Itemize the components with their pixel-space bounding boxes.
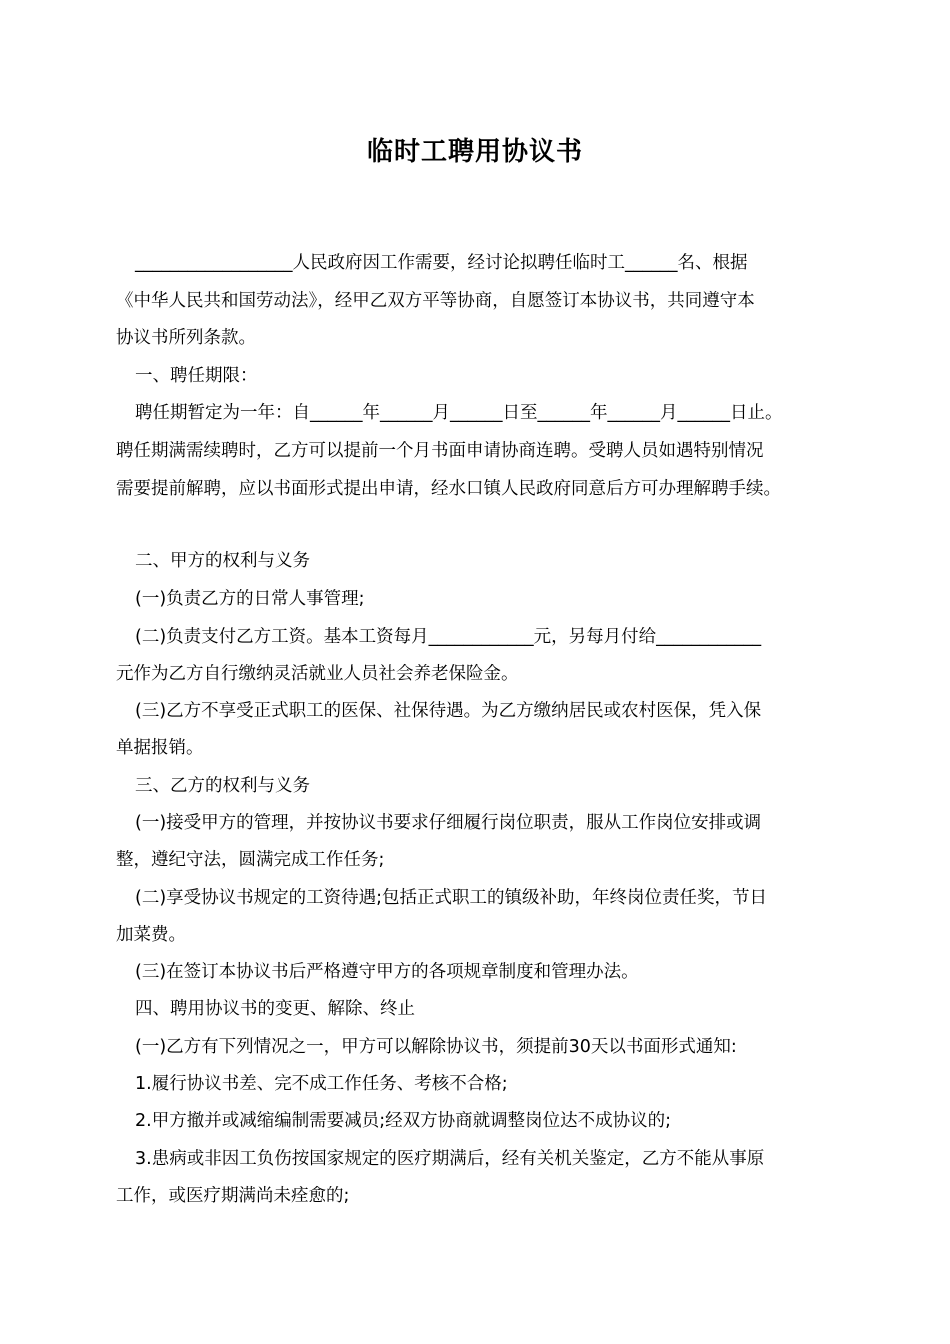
paragraph-line: 聘任期暂定为一年：自______年______月______日至______年______月______日止。 (135, 403, 783, 423)
paragraph-line: 协议书所列条款。 (116, 328, 256, 348)
paragraph-line: 单据报销。 (116, 738, 204, 758)
list-item: 1.履行协议书差、完不成工作任务、考核不合格; (135, 1074, 508, 1094)
paragraph-line: 工作，或医疗期满尚未痊愈的; (116, 1186, 350, 1206)
list-item: (二)享受协议书规定的工资待遇;包括正式职工的镇级补助，年终岗位责任奖，节日 (135, 888, 768, 908)
section-heading: 四、聘用协议书的变更、解除、终止 (135, 999, 415, 1019)
section-heading: 三、乙方的权利与义务 (135, 776, 310, 796)
list-item: 2.甲方撤并或减缩编制需要减员;经双方协商就调整岗位达不成协议的; (135, 1111, 671, 1131)
list-item: (一)乙方有下列情况之一，甲方可以解除协议书，须提前30天以书面形式通知: (135, 1037, 737, 1057)
paragraph-line: 加菜费。 (116, 925, 186, 945)
list-item: 3.患病或非因工负伤按国家规定的医疗期满后，经有关机关鉴定，乙方不能从事原 (135, 1149, 765, 1169)
list-item: (一)负责乙方的日常人事管理; (135, 589, 365, 609)
section-heading: 一、聘任期限： (135, 366, 258, 386)
list-item: (二)负责支付乙方工资。基本工资每月____________元，另每月付给____________ (135, 627, 762, 647)
section-heading: 二、甲方的权利与义务 (135, 551, 310, 571)
paragraph-line: 需要提前解聘，应以书面形式提出申请，经水口镇人民政府同意后方可办理解聘手续。 (116, 479, 781, 499)
paragraph-line: 《中华人民共和国劳动法》，经甲乙双方平等协商，自愿签订本协议书，共同遵守本 (116, 291, 755, 311)
list-item: (三)乙方不享受正式职工的医保、社保待遇。为乙方缴纳居民或农村医保，凭入保 (135, 701, 762, 721)
paragraph-line: __________________人民政府因工作需要，经讨论拟聘任临时工______名、根据 (135, 253, 748, 273)
list-item: (一)接受甲方的管理，并按协议书要求仔细履行岗位职责，服从工作岗位安排或调 (135, 813, 762, 833)
paragraph-line: 聘任期满需续聘时，乙方可以提前一个月书面申请协商连聘。受聘人员如遇特别情况 (116, 441, 764, 461)
document-title: 临时工聘用协议书 (366, 137, 583, 167)
paragraph-line: 整，遵纪守法，圆满完成工作任务; (116, 850, 385, 870)
list-item: (三)在签订本协议书后严格遵守甲方的各项规章制度和管理办法。 (135, 962, 639, 982)
paragraph-line: 元作为乙方自行缴纳灵活就业人员社会养老保险金。 (116, 664, 519, 684)
